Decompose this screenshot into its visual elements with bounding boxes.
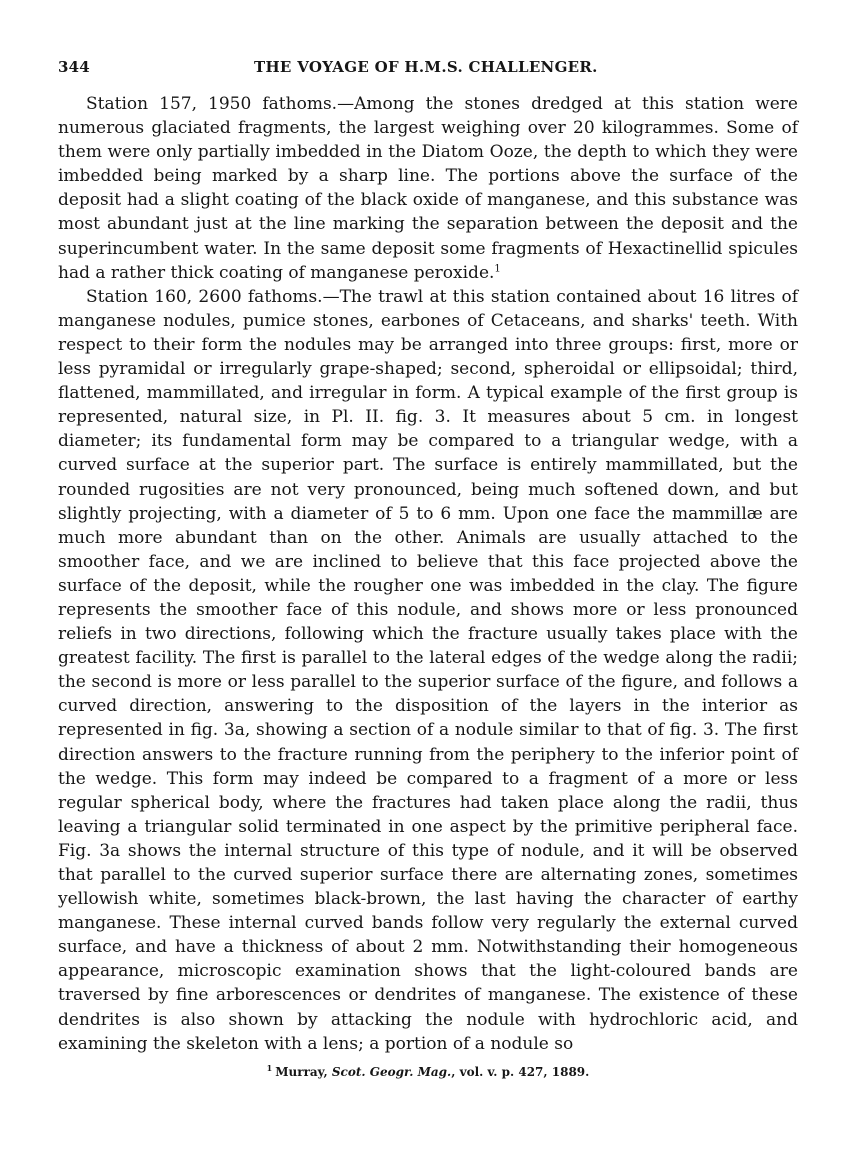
footnote-journal: Scot. Geogr. Mag. <box>331 1064 452 1079</box>
paragraph-text: Station 160, 2600 fathoms.—The trawl at this station contained about 16 litres of manganese nodules, pumice stones, earbones of Cetaceans, and sharks' teeth. With respect to their form the nodules may be arranged into three groups: first, more or less pyramidal or irregularly grape-shaped; second, spheroidal or ellipsoidal; third, flattened, mammillated, and irregular in form. A typical example of the first group is represented, natural size, in Pl. II. fig. 3. It measures about 5 cm. in longest diameter; its fundamental form may be compared to a triangular wedge, with a curved surface at the superior part. The surface is entirely mammillated, but the rounded rugosities are not very pronounced, being much softened down, and but slightly projecting, with a diameter of 5 to 6 mm. Upon one face the mammillæ are much more abundant than on the other. Animals are usually attached to the smoother face, and we are inclined to believe that this face projected above the surface of the deposit, while the rougher one was imbedded in the clay. The figure represents the smoother face of this nodule, and shows more or less pronounced reliefs in two directions, following which the fracture usually takes place with the greatest facility. The first is parallel to the lateral edges of the wedge along the radii; the second is more or less parallel to the superior surface of the figure, and follows a curved direction, answering to the disposition of the layers in the interior as represented in fig. 3a, showing a section of a nodule similar to that of fig. 3. The first direction answers to the fracture running from the periphery to the inferior point of the wedge. This form may indeed be compared to a fragment of a more or less regular spherical body, where the fractures had taken place along the radii, thus leaving a triangular solid terminated in one aspect by the primitive peripheral face. Fig. 3a shows the internal structure of this type of nodule, and it will be observed that parallel to the curved superior surface there are alternating zones, sometimes yellowish white, sometimes black-brown, the last having the character of earthy manganese. These internal curved bands follow very regularly the external curved surface, and have a thickness of about 2 mm. Notwithstanding their homogeneous appearance, microscopic examination shows that the light-coloured bands are traversed by fine arborescences or dendrites of manganese. The existence of these dendrites is also shown by attacking the nodule with hydrochloric acid, and examining the skeleton with a lens; a portion of a nodule so <box>58 286 798 1054</box>
page-number: 344 <box>58 58 90 76</box>
footnote-reference: 1 <box>494 263 501 274</box>
paragraph-station-157 <box>58 92 798 285</box>
footnote-mark: 1 <box>266 1062 273 1073</box>
paragraph-text: Station 157, 1950 fathoms.—Among the stones dredged at this station were numerous glaciated fragments, the largest weighing over 20 kilogrammes. Some of them were only partially imbedded in the Diatom Ooze, the depth to which they were imbedded being marked by a sharp line. The portions above the surface of the deposit had a slight coating of the black oxide of manganese, and this substance was most abundant just at the line marking the separation between the deposit and the superincumbent water. In the same deposit some fragments of Hexactinellid spicules had a rather thick coating of manganese peroxide. <box>58 94 798 283</box>
running-head <box>58 58 798 86</box>
footnote <box>58 1064 798 1080</box>
paragraph-station-160 <box>58 285 798 1056</box>
footnote-author: Murray, <box>275 1064 328 1079</box>
book-page <box>58 58 798 1118</box>
body-text <box>58 92 798 1056</box>
running-title: THE VOYAGE OF H.M.S. CHALLENGER. <box>254 58 598 76</box>
footnote-details: , vol. v. p. 427, 1889. <box>451 1064 590 1079</box>
